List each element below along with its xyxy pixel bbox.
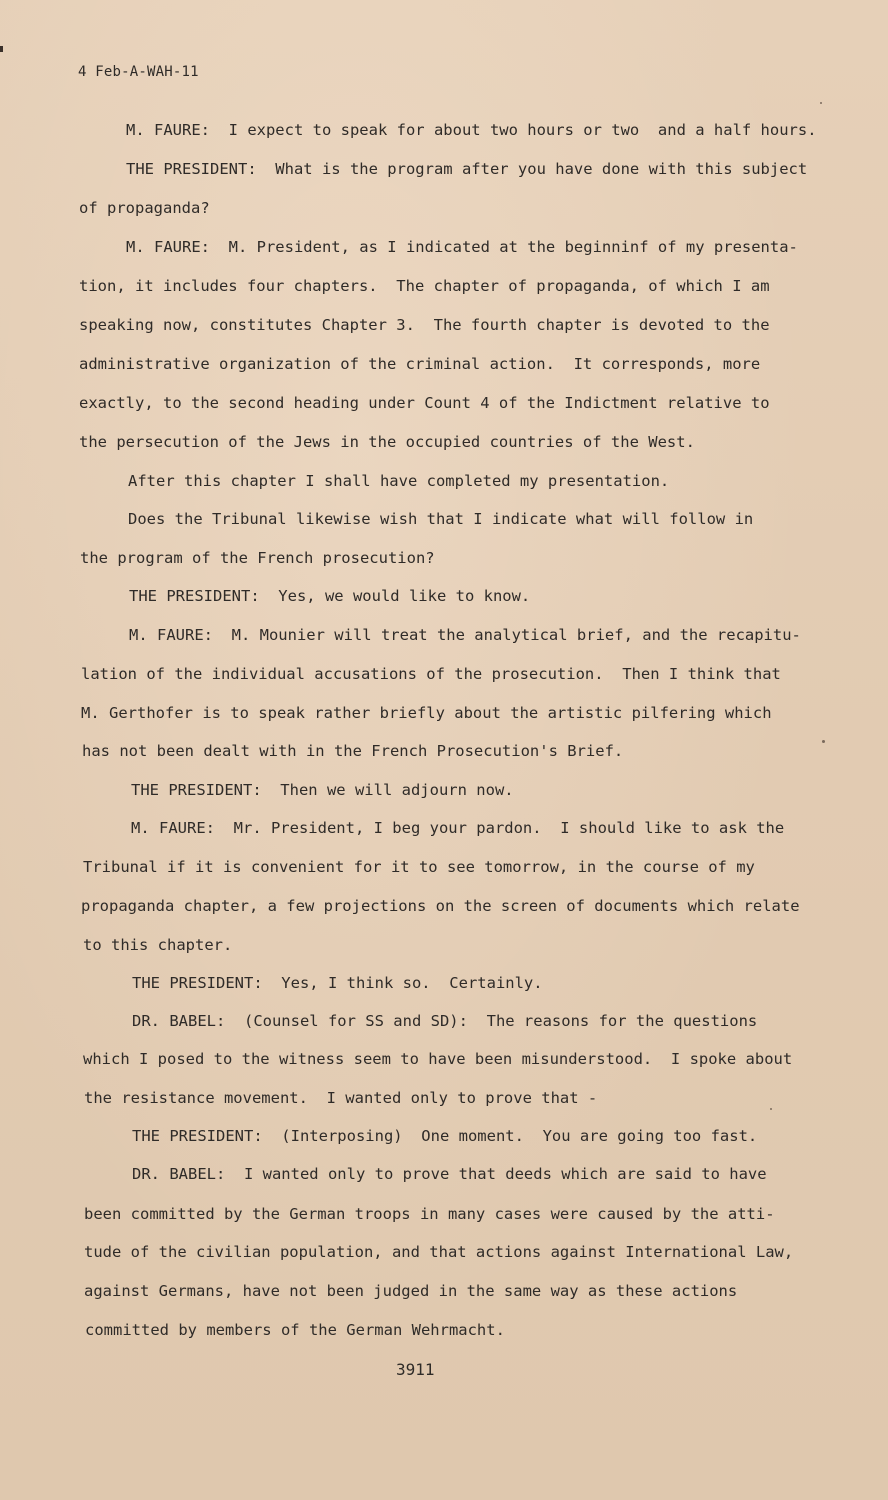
paper-speck bbox=[822, 740, 825, 743]
text-line: THE PRESIDENT: Then we will adjourn now. bbox=[131, 781, 514, 799]
text-line: which I posed to the witness seem to have been misunderstood. I spoke about bbox=[83, 1050, 793, 1068]
text-line: M. Gerthofer is to speak rather briefly about the artistic pilfering which bbox=[81, 704, 772, 722]
text-line: against Germans, have not been judged in the same way as these actions bbox=[84, 1282, 738, 1300]
text-line: has not been dealt with in the French Prosecution's Brief. bbox=[82, 742, 624, 760]
text-line: of propaganda? bbox=[79, 199, 210, 217]
text-line: exactly, to the second heading under Count 4 of the Indictment relative to bbox=[79, 394, 770, 412]
text-line: to this chapter. bbox=[83, 936, 233, 954]
text-line: committed by members of the German Wehrmacht. bbox=[85, 1321, 505, 1339]
paper-speck bbox=[820, 102, 822, 104]
text-line: M. FAURE: I expect to speak for about two hours or two and a half hours. bbox=[126, 121, 817, 139]
page-identifier: 4 Feb-A-WAH-11 bbox=[78, 64, 199, 80]
text-line: administrative organization of the criminal action. It corresponds, more bbox=[79, 355, 761, 373]
text-line: THE PRESIDENT: What is the program after you have done with this subject bbox=[126, 160, 808, 178]
text-line: THE PRESIDENT: Yes, we would like to know. bbox=[129, 587, 531, 605]
text-line: DR. BABEL: I wanted only to prove that deeds which are said to have bbox=[132, 1165, 767, 1183]
text-line: the program of the French prosecution? bbox=[80, 549, 435, 567]
text-line: After this chapter I shall have completed my presentation. bbox=[128, 472, 670, 490]
paper-speck bbox=[770, 1108, 772, 1110]
punch-mark bbox=[0, 46, 3, 52]
text-line: tude of the civilian population, and that actions against International Law, bbox=[84, 1243, 794, 1261]
text-line: been committed by the German troops in many cases were caused by the atti- bbox=[84, 1205, 775, 1223]
page-number: 3911 bbox=[396, 1360, 435, 1379]
text-line: THE PRESIDENT: Yes, I think so. Certainly. bbox=[132, 974, 543, 992]
text-line: Does the Tribunal likewise wish that I indicate what will follow in bbox=[128, 510, 754, 528]
text-line: THE PRESIDENT: (Interposing) One moment. You are going too fast. bbox=[132, 1127, 758, 1145]
text-line: Tribunal if it is convenient for it to see tomorrow, in the course of my bbox=[83, 858, 755, 876]
text-line: M. FAURE: M. President, as I indicated at the beginninf of my presenta- bbox=[126, 238, 798, 256]
text-line: lation of the individual accusations of the prosecution. Then I think that bbox=[81, 665, 781, 683]
text-line: speaking now, constitutes Chapter 3. The fourth chapter is devoted to the bbox=[79, 316, 770, 334]
text-line: the resistance movement. I wanted only to prove that - bbox=[84, 1089, 598, 1107]
text-line: the persecution of the Jews in the occupied countries of the West. bbox=[79, 433, 695, 451]
text-line: M. FAURE: M. Mounier will treat the analytical brief, and the recapitu- bbox=[129, 626, 801, 644]
text-line: propaganda chapter, a few projections on the screen of documents which relate bbox=[81, 897, 800, 915]
text-line: DR. BABEL: (Counsel for SS and SD): The reasons for the questions bbox=[132, 1012, 758, 1030]
text-line: tion, it includes four chapters. The chapter of propaganda, of which I am bbox=[79, 277, 770, 295]
text-line: M. FAURE: Mr. President, I beg your pardon. I should like to ask the bbox=[131, 819, 785, 837]
